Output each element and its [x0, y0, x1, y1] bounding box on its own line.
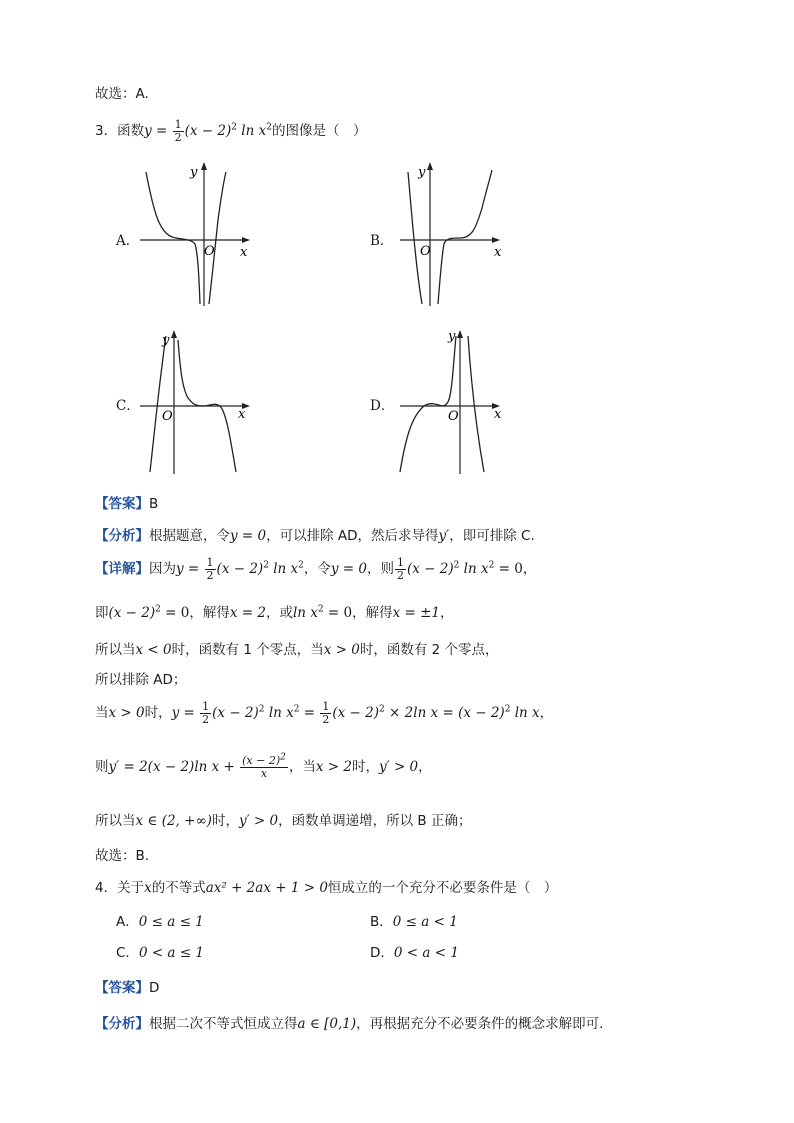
frac-num: 1: [397, 555, 404, 569]
detail5-math-sq2: 2: [293, 704, 300, 715]
q4-stem-pre: 关于: [117, 880, 145, 896]
q4-analysis: [95, 1014, 603, 1034]
detail5-text-end: ，: [539, 705, 554, 721]
q3-conclusion: 故选：B.: [95, 848, 150, 864]
q4-option-d-text: 0 < a < 1: [393, 945, 459, 961]
axis-x-label: x: [240, 245, 248, 260]
q4-option-b-text: 0 ≤ a < 1: [392, 914, 458, 930]
detail1-math-base-2: (x − 2): [407, 561, 454, 577]
detail1-text-end: ，: [522, 561, 537, 577]
q3-stem: [95, 118, 366, 144]
frac-den: 2: [397, 568, 404, 582]
origin-label: O: [448, 409, 459, 424]
q4-option-a-text: 0 ≤ a ≤ 1: [138, 914, 204, 930]
q3-graph-a: [138, 158, 258, 308]
detail1-math-sq: 2: [263, 560, 269, 571]
detail3-text-3: 时，函数有 2 个零点，: [359, 642, 499, 658]
detail3-text-1: 所以当: [95, 642, 136, 658]
q4-option-a-label: A．: [116, 914, 139, 930]
axis-y-label: y: [190, 165, 198, 180]
detail2-math-x1: x = ±1: [392, 605, 441, 621]
detail1-math-ln-2: ln x: [459, 561, 489, 577]
q4-option-d: [370, 943, 459, 963]
q4-analysis-text-2: ，再根据充分不必要条件的概念求解即可.: [356, 1016, 604, 1032]
detail5-text-1: 当: [95, 705, 109, 721]
q3-option-a-label: A．: [116, 233, 140, 249]
q3-graph-b: [398, 158, 508, 308]
detail7-math-set: x ∈ (2, +∞): [135, 813, 212, 829]
detail1-frac-2: [395, 557, 406, 582]
detail6-frac-num-sq: 2: [280, 751, 286, 762]
detail5-math-eq: =: [179, 705, 200, 721]
q4-option-a: [116, 912, 204, 932]
origin-label: O: [420, 244, 431, 259]
detail3-text-2: 时，函数有 1 个零点，当: [171, 642, 324, 658]
q3-option-b-label: B．: [370, 233, 394, 249]
detail6-frac: [240, 751, 288, 780]
frac-num: 1: [322, 699, 330, 713]
detail1-math-sq-2: 2: [453, 560, 460, 571]
q3-option-c-label: C．: [116, 398, 140, 414]
detail5-math-rhs1: (x − 2): [332, 705, 380, 721]
curve-left: [408, 172, 422, 304]
detail2-math-eq0: = 0: [160, 605, 190, 621]
detail2-text-end: ，: [440, 605, 454, 621]
detail5-frac-2: [320, 701, 331, 726]
q3-detail-line-1: [95, 556, 536, 582]
detail2-text-2: ，解得: [189, 605, 230, 621]
frac-num: 1: [202, 699, 210, 713]
detail6-frac-num: [240, 751, 288, 768]
frac-den: 2: [206, 568, 214, 582]
detail6-frac-den: x: [260, 766, 268, 780]
frac-den: 2: [174, 130, 182, 144]
q4-number: 4．: [95, 880, 118, 896]
detail6-math-yp2: y′ > 0: [378, 759, 419, 775]
detail5-math-ln: ln x: [264, 705, 294, 721]
detail1-math-y: y: [176, 561, 184, 577]
detail6-frac-num-base: (x − 2): [242, 753, 281, 767]
detail5-frac-1: [200, 701, 211, 726]
detail1-math-ln: ln x: [268, 561, 299, 577]
detail5-math-cond: x > 0: [108, 705, 145, 721]
answer-value: B: [149, 496, 159, 512]
q4-analysis-text-1: 根据二次不等式恒成立得: [149, 1016, 298, 1032]
q4-option-c: [116, 943, 204, 963]
q4-option-b: [370, 912, 458, 932]
x-axis-arrow: [242, 237, 250, 243]
q3-stem-pre: 函数: [117, 123, 145, 139]
q4-stem-post: 恒成立的一个充分不必要条件是（ ）: [327, 880, 558, 896]
q3-analysis: [95, 526, 535, 546]
analysis-math-yp: y′: [438, 528, 450, 544]
curve-right: [438, 170, 492, 304]
detail2-text-3: ，或: [265, 605, 293, 621]
q3-detail-line-4: 所以排除 AD；: [95, 672, 187, 688]
axis-x-label: x: [238, 407, 246, 422]
detail6-text-1: 则: [95, 759, 109, 775]
origin-label: O: [162, 409, 173, 424]
detail7-text-1: 所以当: [95, 813, 136, 829]
q3-formula-y: y: [144, 123, 152, 139]
curve-right: [468, 336, 484, 472]
detail5-math-rhs2b: ln x: [510, 705, 540, 721]
curve-right: [209, 172, 226, 304]
q4-option-c-label: C．: [116, 945, 139, 961]
detail6-math-yp: y′ =: [108, 759, 140, 775]
detail7-text-2: 时，: [211, 813, 239, 829]
detail2-math-sq: 2: [155, 604, 161, 615]
q3-formula-ln: ln x: [237, 123, 267, 139]
q3-formula-frac: [173, 119, 184, 144]
q4-stem-mid: 的不等式: [151, 880, 206, 896]
axis-y-label: y: [418, 165, 426, 180]
q4-stem-ineq: ax² + 2ax + 1 > 0: [205, 880, 328, 896]
detail5-math-rhs1-sq: 2: [379, 704, 385, 715]
q3-graph-d: [398, 326, 508, 476]
detail1-text-2: ，令: [303, 561, 331, 577]
frac-num: 1: [174, 117, 182, 131]
q4-analysis-set: a ∈ [0,1): [297, 1016, 357, 1032]
y-axis-arrow: [457, 330, 463, 338]
detail1-text-1: 因为: [149, 561, 176, 577]
prev-conclusion: 故选：A.: [95, 86, 149, 102]
detail2-math-1: (x − 2): [108, 605, 156, 621]
detail1-frac: [205, 557, 216, 582]
q3-formula-sq2: 2: [266, 122, 272, 133]
detail5-text-2: 时，: [144, 705, 172, 721]
q4-option-c-text: 0 < a ≤ 1: [138, 945, 204, 961]
q3-option-d-label: D．: [370, 398, 395, 414]
detail1-text-3: ，则: [367, 561, 394, 577]
analysis-tag: 【分析】: [95, 528, 149, 544]
q3-formula-base: (x − 2): [184, 123, 232, 139]
detail6-text-3: 时，: [351, 759, 379, 775]
detail5-math-sq: 2: [258, 704, 265, 715]
detail6-text-2: ，当: [288, 759, 316, 775]
q3-detail-line-7: [95, 811, 471, 831]
detail6-math-cond: x > 2: [315, 759, 352, 775]
detail3-math-2: x > 0: [323, 642, 360, 658]
q4-stem-x: x: [144, 880, 152, 896]
detail2-math-sq2: 2: [317, 604, 324, 615]
detail1-math-y0: y = 0: [330, 561, 367, 577]
curve-left: [400, 336, 456, 472]
y-axis-arrow: [201, 162, 207, 170]
detail1-math-sq2-2: 2: [488, 560, 495, 571]
frac-den: 2: [202, 712, 210, 726]
q3-detail-line-6: [95, 752, 432, 782]
detail5-math-y: y: [171, 705, 180, 721]
detail7-text-3: ，函数单调递增，所以 B 正确；: [278, 813, 472, 829]
curve-left: [150, 336, 166, 472]
q4-option-d-label: D．: [370, 945, 394, 961]
detail5-math-base: (x − 2): [212, 705, 259, 721]
answer-tag: 【答案】: [95, 496, 149, 512]
detail5-math-rhs2: (x − 2): [458, 705, 505, 721]
q3-answer: [95, 494, 158, 514]
q3-formula-sq: 2: [231, 122, 238, 133]
detail7-math-yp: y′ > 0: [238, 813, 279, 829]
analysis-text-3: ，即可排除 C.: [449, 528, 535, 544]
q3-detail-line-2: [95, 603, 454, 623]
detail1-math-eq0: = 0: [494, 561, 523, 577]
analysis-tag: 【分析】: [95, 1016, 149, 1032]
q4-option-b-label: B．: [370, 914, 393, 930]
q3-detail-line-5: [95, 700, 553, 726]
axis-y-label: y: [448, 329, 456, 344]
analysis-text-2: ，可以排除 AD，然后求导得: [266, 528, 439, 544]
detail5-math-rhs1b: × 2ln x =: [384, 705, 459, 721]
detail2-math-x2: x = 2: [229, 605, 266, 621]
q3-stem-post: 的图像是（ ）: [271, 123, 367, 139]
curve-left: [146, 172, 200, 304]
detail6-text-end: ，: [418, 759, 432, 775]
q4-answer: [95, 978, 159, 998]
detail-tag: 【详解】: [95, 561, 149, 577]
y-axis-arrow: [427, 162, 433, 170]
frac-den: 2: [322, 712, 330, 726]
frac-num: 1: [206, 555, 214, 569]
q3-formula-eq: =: [151, 123, 172, 139]
axis-x-label: x: [494, 407, 502, 422]
origin-label: O: [204, 244, 215, 259]
q3-graph-c: [138, 326, 258, 476]
detail3-math-1: x < 0: [135, 642, 172, 658]
answer-value: D: [149, 980, 160, 996]
q3-detail-line-3: [95, 640, 499, 660]
detail2-math-eq0b: = 0: [323, 605, 353, 621]
detail2-text-4: ，解得: [352, 605, 393, 621]
answer-tag: 【答案】: [95, 980, 149, 996]
axis-y-label: y: [162, 333, 170, 348]
detail1-math-eq: =: [183, 561, 204, 577]
x-axis-arrow: [492, 237, 500, 243]
y-axis-arrow: [171, 330, 177, 338]
detail5-math-eq-2: =: [299, 705, 320, 721]
detail6-math-term1: 2(x − 2)ln x +: [139, 759, 240, 775]
axis-x-label: x: [494, 245, 502, 260]
analysis-text-1: 根据题意，令: [149, 528, 230, 544]
q3-number: 3．: [95, 123, 118, 139]
detail2-math-ln: ln x: [292, 605, 318, 621]
analysis-math-y0: y = 0: [230, 528, 267, 544]
detail5-math-rhs2-sq: 2: [504, 704, 511, 715]
detail1-math-base: (x − 2): [216, 561, 264, 577]
q4-stem: [95, 878, 557, 898]
detail2-text-1: 即: [95, 605, 109, 621]
detail1-math-sq2: 2: [298, 560, 304, 571]
